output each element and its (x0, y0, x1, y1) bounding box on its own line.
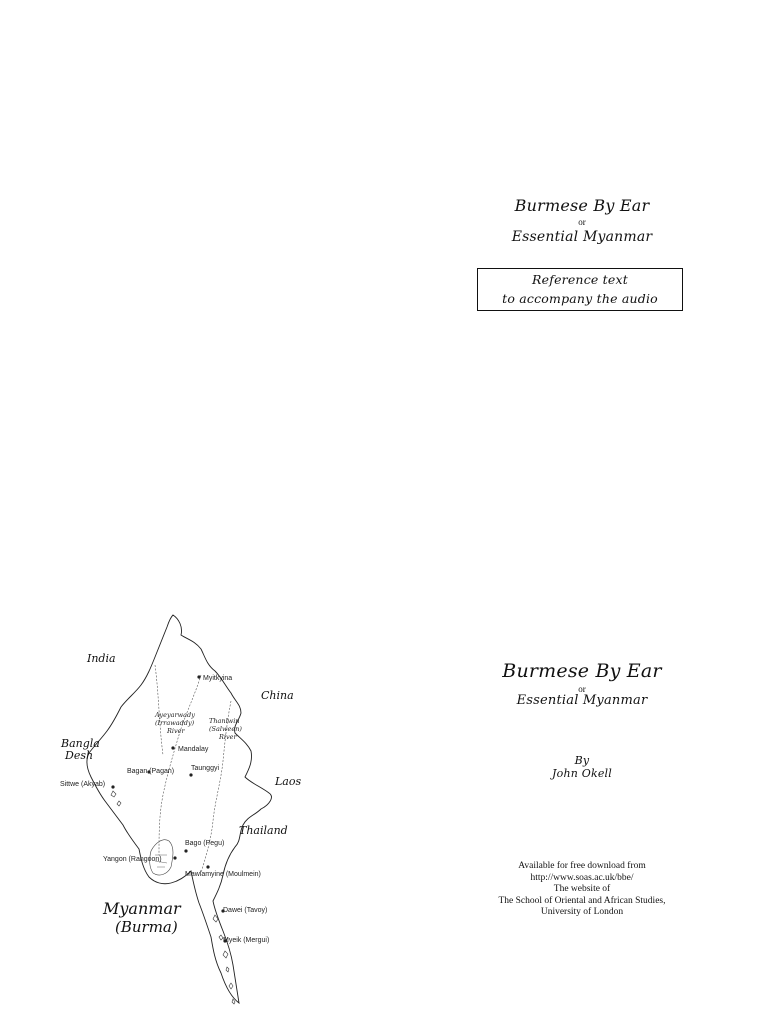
download-url[interactable]: http://www.soas.ac.uk/bbe/ (530, 872, 634, 883)
reference-line-2: to accompany the audio (502, 291, 658, 306)
city-sittwe (60, 781, 115, 789)
river-label: Thanlwin (209, 717, 240, 725)
city-mandalay (171, 746, 208, 753)
city-label: Myeik (Mergui) (223, 937, 270, 944)
city-dawei (221, 907, 267, 914)
river-label: Ayeyarwady (155, 711, 195, 719)
city-label: Sittwe (Akyab) (60, 781, 106, 788)
river-label: (Irrawaddy) (155, 719, 195, 727)
country-label-china: China (261, 689, 294, 702)
chindwin-river (155, 665, 163, 755)
top-or: or (578, 217, 586, 227)
country-label-bangladesh-line2: Desh (65, 749, 94, 762)
coastal-islands (111, 791, 235, 1004)
river-label: (Salween) (209, 725, 242, 733)
country-label-bangladesh-line1: Bangla (61, 737, 100, 750)
top-subtitle: Essential Myanmar (511, 229, 653, 245)
cover-title: Burmese By Ear (502, 660, 662, 682)
cover-or: or (578, 684, 586, 694)
city-yangon (103, 856, 177, 863)
city-taunggyi (189, 765, 219, 777)
city-label: Taunggyi (191, 765, 220, 772)
availability-line: Available for free download from (518, 861, 646, 871)
country-outline (87, 615, 272, 1003)
cover-subtitle: Essential Myanmar (516, 693, 648, 708)
country-label-thailand: Thailand (239, 824, 288, 837)
city-label: Bago (Pegu) (185, 840, 225, 847)
city-label: Bagan (Pagan) (127, 768, 175, 775)
availability-note (470, 861, 694, 919)
availability-line: University of London (540, 907, 624, 917)
by-label: By (574, 754, 590, 767)
city-label: Dawei (Tavoy) (223, 907, 268, 914)
city-bago (184, 840, 224, 853)
city-label: Myitkyina (203, 675, 233, 682)
city-myitkyina (197, 675, 232, 682)
map-subtitle: (Burma) (115, 918, 178, 936)
availability-line: The School of Oriental and African Studies, (498, 895, 666, 906)
river-label: River (219, 733, 237, 741)
myanmar-map (55, 605, 315, 1020)
reference-line-1: Reference text (532, 272, 628, 287)
country-label-india: India (87, 652, 116, 665)
city-label: Yangon (Rangoon) (103, 856, 162, 863)
city-label: Mawlamyine (Moulmein) (185, 871, 261, 878)
top-title: Burmese By Ear (514, 196, 650, 215)
city-myeik (223, 937, 269, 944)
availability-line: The website of (553, 884, 611, 894)
city-bagan (127, 768, 174, 775)
city-label: Mandalay (178, 746, 209, 753)
city-mawlamyine (185, 865, 261, 878)
map-title: Myanmar (103, 899, 181, 918)
river-label: River (167, 727, 185, 735)
country-label-laos: Laos (275, 775, 302, 788)
author-name: John Okell (552, 767, 612, 780)
